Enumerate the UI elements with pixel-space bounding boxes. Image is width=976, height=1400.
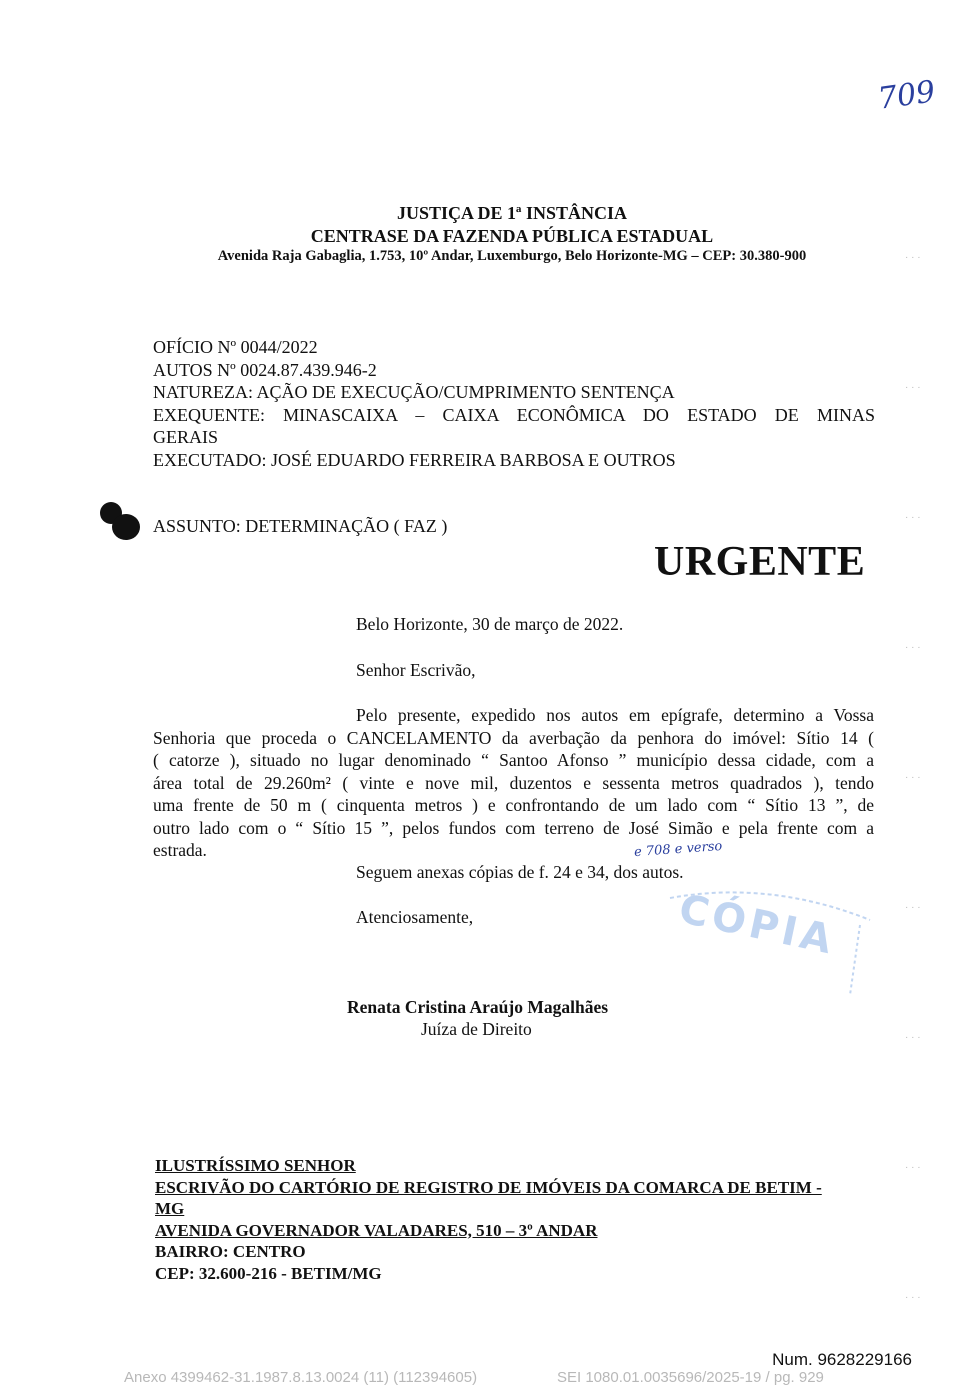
letter-closing: Atenciosamente, [356, 907, 474, 927]
letter-paragraph [153, 704, 874, 862]
paragraph-line: Pelo presente, expedido nos autos em epígrafe, determino a Vossa [356, 705, 874, 725]
court-division: CENTRASE DA FAZENDA PÚBLICA ESTADUAL [310, 226, 714, 246]
natureza: NATUREZA: AÇÃO DE EXECUÇÃO/CUMPRIMENTO SENTENÇA [153, 382, 675, 402]
paragraph-line: uma frente de 50 m ( cinquenta metros ) e confrontando de um lado com “ Sítio 13 ”, de [153, 795, 874, 815]
paragraph-line: estrada. [153, 840, 207, 860]
court-name: JUSTIÇA DE 1ª INSTÂNCIA [397, 203, 627, 223]
autos-number: AUTOS Nº 0024.87.439.946-2 [153, 359, 377, 380]
paragraph-line: Senhoria que proceda o CANCELAMENTO da averbação da penhora do imóvel: Sítio 14 ( [153, 727, 874, 748]
recipient-office: ESCRIVÃO DO CARTÓRIO DE REGISTRO DE IMÓVEIS DA COMARCA DE BETIM - [155, 1177, 822, 1197]
letter-date: Belo Horizonte, 30 de março de 2022. [356, 614, 624, 634]
handwritten-insert: e 708 e verso [633, 838, 723, 861]
assunto: ASSUNTO: DETERMINAÇÃO ( FAZ ) [153, 516, 448, 536]
recipient-street: AVENIDA GOVERNADOR VALADARES, 510 – 3º ANDAR [155, 1220, 598, 1240]
exequente: EXEQUENTE: MINASCAIXA – CAIXA ECONÔMICA DO ESTADO DE MINAS [153, 404, 875, 425]
court-address: Avenida Raja Gabaglia, 1.753, 10º Andar, Luxemburgo, Belo Horizonte-MG – CEP: 30.380-900 [217, 248, 807, 264]
stamp-text: CÓPIA [674, 886, 840, 964]
paragraph-line: ( catorze ), situado no lugar denominado “ Santoo Afonso ” município dessa cidade, com a [153, 750, 874, 770]
recipient-district: BAIRRO: CENTRO [155, 1242, 306, 1261]
sei-reference: SEI 1080.01.0035696/2025-19 / pg. 929 [557, 1369, 824, 1386]
recipient-postal: CEP: 32.600-216 - BETIM/MG [155, 1263, 382, 1283]
case-info [153, 336, 875, 471]
recipient-office-continued: MG [155, 1199, 185, 1218]
paragraph-line: área total de 29.260m² ( vinte e nove mil, duzentos e sessenta metros quadrados ), tendo [153, 772, 874, 793]
signer-name: Renata Cristina Araújo Magalhães [347, 997, 609, 1017]
urgent-label: URGENTE [654, 539, 866, 585]
paragraph-line: outro lado com o “ Sítio 15 ”, pelos fundos com terreno de José Simão e pela frente com a [153, 817, 874, 838]
annex-reference: Anexo 4399462-31.1987.8.13.0024 (11) (112394605) [124, 1369, 478, 1386]
letter-salutation: Senhor Escrivão, [356, 660, 476, 680]
recipient-salutation: ILUSTRÍSSIMO SENHOR [155, 1156, 356, 1175]
document-number: Num. 9628229166 [772, 1350, 912, 1369]
copy-stamp [660, 880, 880, 1000]
exequente-continued: GERAIS [153, 427, 219, 447]
recipient-block [155, 1155, 877, 1284]
signer-title: Juíza de Direito [421, 1019, 532, 1039]
executado: EXECUTADO: JOSÉ EDUARDO FERREIRA BARBOSA E OUTROS [153, 449, 676, 470]
oficio-number: OFÍCIO Nº 0044/2022 [153, 337, 318, 357]
handwritten-page-number: 709 [875, 74, 938, 117]
letter-annex: Seguem anexas cópias de f. 24 e 34, dos autos. [356, 862, 684, 882]
